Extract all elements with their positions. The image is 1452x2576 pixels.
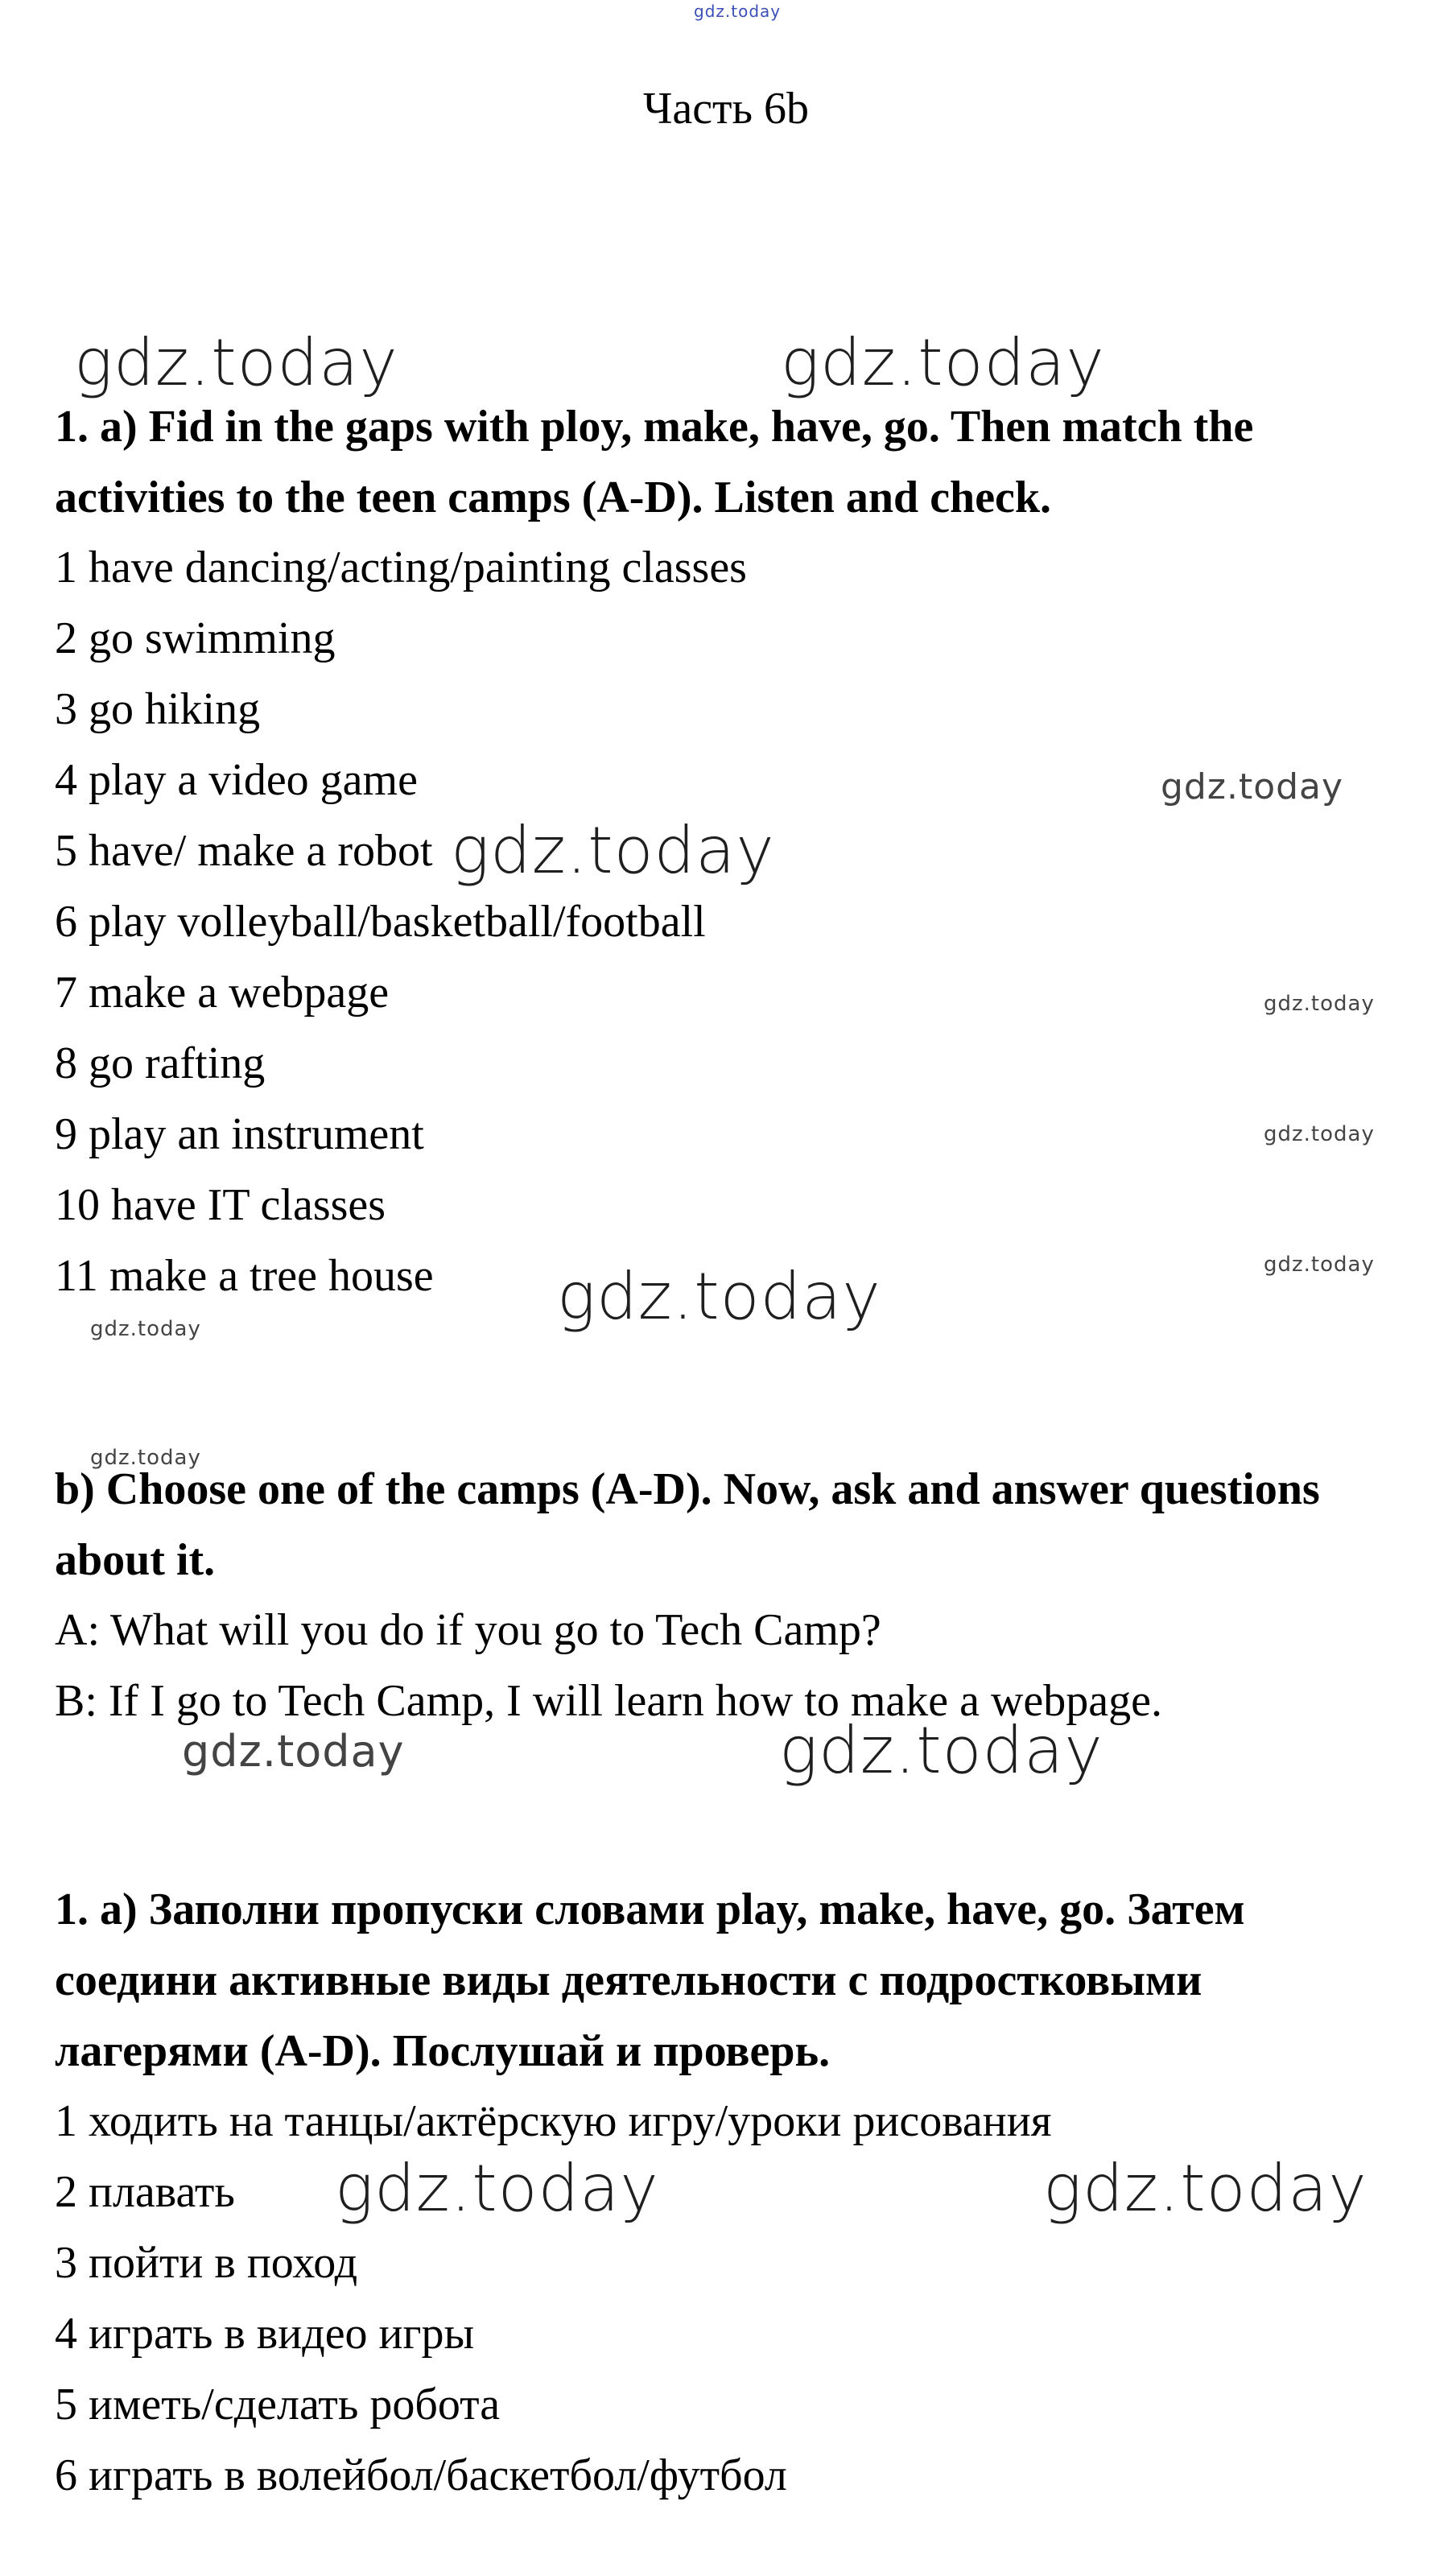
watermark: gdz.today <box>90 1317 201 1341</box>
list-item: 6 play volleyball/basketball/football <box>55 897 706 947</box>
list-item: 1 ходить на танцы/актёрскую игру/уроки рисования <box>55 2096 1052 2146</box>
page-title: Часть 6b <box>642 84 810 134</box>
watermark: gdz.today <box>779 1713 1103 1788</box>
dialogue-line: B: If I go to Tech Camp, I will learn how to make a webpage. <box>55 1676 1162 1726</box>
list-item: 7 make a webpage <box>55 968 390 1018</box>
watermark: gdz.today <box>557 1259 881 1334</box>
watermark: gdz.today <box>182 1726 405 1777</box>
watermark: gdz.today <box>74 325 398 400</box>
list-item: 10 have IT classes <box>55 1180 386 1230</box>
watermark-top: gdz.today <box>694 2 782 21</box>
watermark: gdz.today <box>1264 1122 1375 1146</box>
watermark: gdz.today <box>1264 1253 1375 1277</box>
list-item: 3 go hiking <box>55 684 261 734</box>
list-item: 2 go swimming <box>55 613 336 663</box>
task-a-heading-ru: 1. а) Заполни пропуски словами play, make, have, go. Затем соедини активные виды деятельности с подростковыми лагерями (A-D). Послушай и проверь. <box>55 1885 1245 2076</box>
list-item: 6 играть в волейбол/баскетбол/футбол <box>55 2450 787 2500</box>
watermark: gdz.today <box>781 325 1105 400</box>
list-item: 1 have dancing/acting/painting classes <box>55 543 747 592</box>
list-item: 11 make a tree house <box>55 1251 434 1301</box>
task-a-heading-en: 1. a) Fid in the gaps with ploy, make, have, go. Then match the activities to the teen camps (A-D). Listen and check. <box>55 402 1254 522</box>
watermark: gdz.today <box>90 1446 201 1470</box>
list-item: 5 have/ make a robot <box>55 826 433 876</box>
watermark: gdz.today <box>1043 2151 1367 2226</box>
watermark: gdz.today <box>1161 766 1344 807</box>
list-item: 5 иметь/сделать робота <box>55 2380 501 2429</box>
watermark: gdz.today <box>1264 992 1375 1016</box>
list-item: 4 play a video game <box>55 755 418 805</box>
task-b-heading-en: b) Choose one of the camps (A-D). Now, ask and answer questions about it. <box>55 1464 1320 1585</box>
list-item: 4 играть в видео игры <box>55 2309 475 2359</box>
list-item: 2 плавать <box>55 2167 235 2217</box>
dialogue-line: A: What will you do if you go to Tech Camp? <box>55 1605 881 1655</box>
watermark: gdz.today <box>451 813 775 888</box>
list-item: 9 play an instrument <box>55 1109 424 1159</box>
list-item: 3 пойти в поход <box>55 2238 358 2288</box>
watermark: gdz.today <box>335 2151 659 2226</box>
list-item: 8 go rafting <box>55 1038 266 1088</box>
